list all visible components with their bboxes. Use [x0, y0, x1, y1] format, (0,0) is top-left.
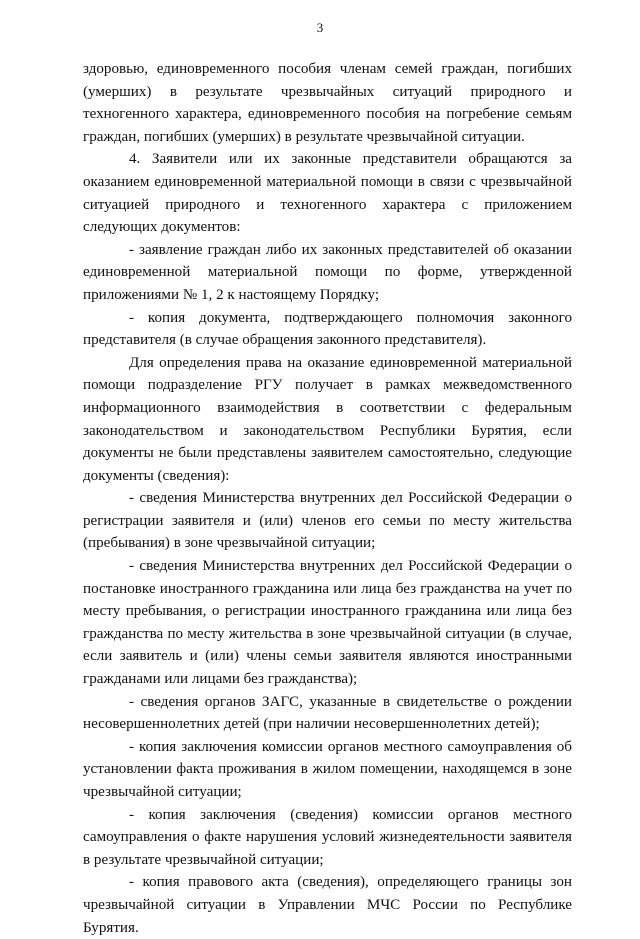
list-item-mvd-foreigners: - сведения Министерства внутренних дел Российской Федерации о постановке иностранного гражданина или лица без гражданства на учет по месту пребывания, о регистрации иностранного гражданина или лица без гражданства по месту жительства в зоне чрезвычайной ситуации (в случае, если заявитель и (или) члены семьи заявителя являются иностранными гражданами или лицами без гражданства); — [83, 558, 572, 688]
list-item-representative-document: - копия документа, подтверждающего полномочия законного представителя (в случае обращения законного представителя). — [83, 309, 572, 349]
list-item-application: - заявление граждан либо их законных представителей об оказании единовременной материальной помощи по форме, утвержденной приложениями № 1, 2 к настоящему Порядку; — [83, 241, 572, 303]
list-item-emergency-zone-act: - копия правового акта (сведения), определяющего границы зон чрезвычайной ситуации в Управлении МЧС России по Республике Бурятия. — [83, 874, 572, 936]
paragraph-item-4-applicants: 4. Заявители или их законные представители обращаются за оказанием единовременной материальной помощи в связи с чрезвычайной ситуацией природного и техногенного характера с приложением следующих документов: — [83, 151, 572, 236]
document-body — [83, 58, 572, 939]
paragraph-interagency-request: Для определения права на оказание единовременной материальной помощи подразделение РГУ получает в рамках межведомственного информационного взаимодействия в соответствии с федеральным законодательством и законодательством Республики Бурятия, если документы не были представлены заявителем самостоятельно, следующие документы (сведения): — [83, 354, 572, 484]
list-item-zags: - сведения органов ЗАГС, указанные в свидетельстве о рождении несовершеннолетних детей (при наличии несовершеннолетних детей); — [83, 693, 572, 733]
list-item-living-conditions-commission: - копия заключения (сведения) комиссии органов местного самоуправления о факте нарушения условий жизнедеятельности заявителя в результате чрезвычайной ситуации; — [83, 806, 572, 868]
list-item-residence-commission: - копия заключения комиссии органов местного самоуправления об установлении факта проживания в жилом помещении, находящемся в зоне чрезвычайной ситуации; — [83, 738, 572, 800]
page-number: 3 — [316, 20, 324, 35]
paragraph-benefits-continuation: здоровью, единовременного пособия членам семей граждан, погибших (умерших) в результате чрезвычайных ситуаций природного и техногенного характера, единовременного пособия на погребение семьям граждан, погибших (умерших) в результате чрезвычайной ситуации. — [83, 61, 572, 145]
list-item-mvd-registration: - сведения Министерства внутренних дел Российской Федерации о регистрации заявителя и (или) членов его семьи по месту жительства (пребывания) в зоне чрезвычайной ситуации; — [83, 490, 572, 552]
